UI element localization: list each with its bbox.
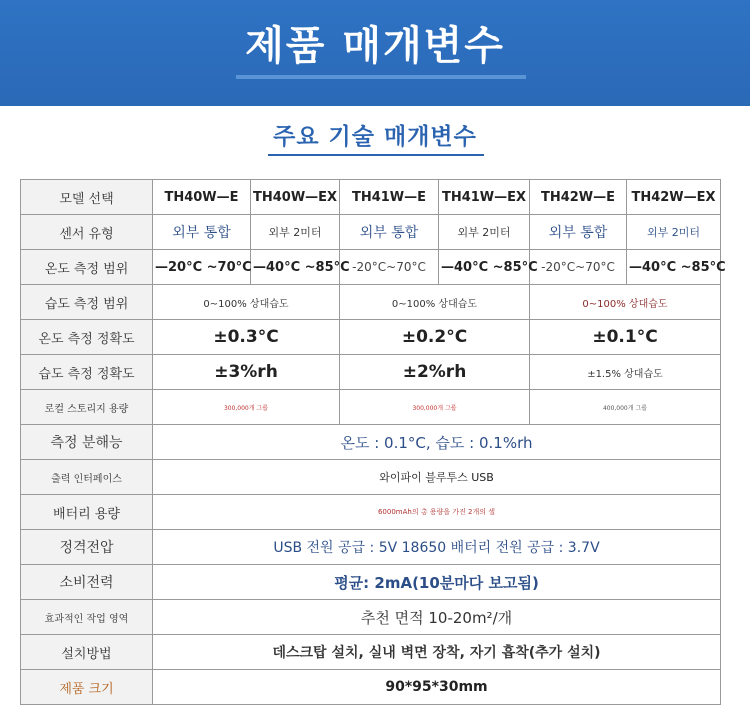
table-cell: TH40W—E [153,180,251,215]
row-label: 설치방법 [21,635,153,670]
table-cell: 외부 통합 [530,215,627,250]
table-cell: —40°C ~85°C [439,250,530,285]
header-banner [0,0,750,106]
table-cell: TH41W—E [340,180,439,215]
row-label: 출력 인터페이스 [21,460,153,495]
table-cell: ±2%rh [340,355,530,390]
table-cell: 외부 2미터 [439,215,530,250]
row-label: 효과적인 작업 영역 [21,600,153,635]
table-row [21,635,721,670]
page-title: 제품 매개변수 [245,23,505,69]
row-label: 모델 선택 [21,180,153,215]
table-cell: TH40W—EX [251,180,340,215]
table-cell: 0~100% 상대습도 [530,285,721,320]
table-cell: 데스크탑 설치, 실내 벽면 장착, 자기 흡착(추가 설치) [153,635,721,670]
table-row [21,600,721,635]
table-cell: -20°C~70°C [340,250,439,285]
table-row [21,495,721,530]
table-cell: —40°C ~85°C [251,250,340,285]
table-cell: 0~100% 상대습도 [153,285,340,320]
table-cell: 외부 통합 [340,215,439,250]
row-label: 제품 크기 [21,670,153,705]
table-cell: —20°C ~70°C [153,250,251,285]
table-cell: ±3%rh [153,355,340,390]
banner-underline [236,75,526,79]
table-cell: 6000mAh의 총 용량을 가진 2개의 셀 [153,495,721,530]
row-label: 정격전압 [21,530,153,565]
row-label: 온도 측정 정확도 [21,320,153,355]
table-row [21,215,721,250]
table-cell: 300,000개 그룹 [153,390,340,425]
table-cell: ±0.3°C [153,320,340,355]
table-row [21,670,721,705]
row-label: 배터리 용량 [21,495,153,530]
row-label: 온도 측정 범위 [21,250,153,285]
row-label: 센서 유형 [21,215,153,250]
table-cell: —40°C ~85°C [627,250,721,285]
table-cell: ±1.5% 상대습도 [530,355,721,390]
table-cell: 온도 : 0.1°C, 습도 : 0.1%rh [153,425,721,460]
table-cell: 0~100% 상대습도 [340,285,530,320]
table-row [21,425,721,460]
table-cell: ±0.2°C [340,320,530,355]
table-row [21,565,721,600]
table-cell: TH42W—EX [627,180,721,215]
table-cell: ±0.1°C [530,320,721,355]
table-row [21,320,721,355]
row-label: 로컬 스토리지 용량 [21,390,153,425]
table-cell: -20°C~70°C [530,250,627,285]
table-row [21,530,721,565]
table-row [21,355,721,390]
spec-table [20,179,726,705]
table-cell: 외부 2미터 [627,215,721,250]
table-row [21,180,721,215]
table-row [21,460,721,495]
table-cell: 90*95*30mm [153,670,721,705]
table-row [21,285,721,320]
table-cell: 300,000개 그룹 [340,390,530,425]
row-label: 소비전력 [21,565,153,600]
table-cell: 400,000개 그룹 [530,390,721,425]
row-label: 습도 측정 정확도 [21,355,153,390]
row-label: 측정 분해능 [21,425,153,460]
table-cell: 와이파이 블루투스 USB [153,460,721,495]
row-label: 습도 측정 범위 [21,285,153,320]
section-underline [268,154,484,156]
table-cell: 추천 면적 10-20m²/개 [153,600,721,635]
table-cell: 평균: 2mA(10분마다 보고됨) [153,565,721,600]
table-cell: 외부 2미터 [251,215,340,250]
table-row [21,390,721,425]
table-cell: USB 전원 공급 : 5V 18650 배터리 전원 공급 : 3.7V [153,530,721,565]
section-title: 주요 기술 매개변수 [273,124,477,150]
table-cell: TH41W—EX [439,180,530,215]
table-cell: TH42W—E [530,180,627,215]
table-row [21,250,721,285]
table-cell: 외부 통합 [153,215,251,250]
